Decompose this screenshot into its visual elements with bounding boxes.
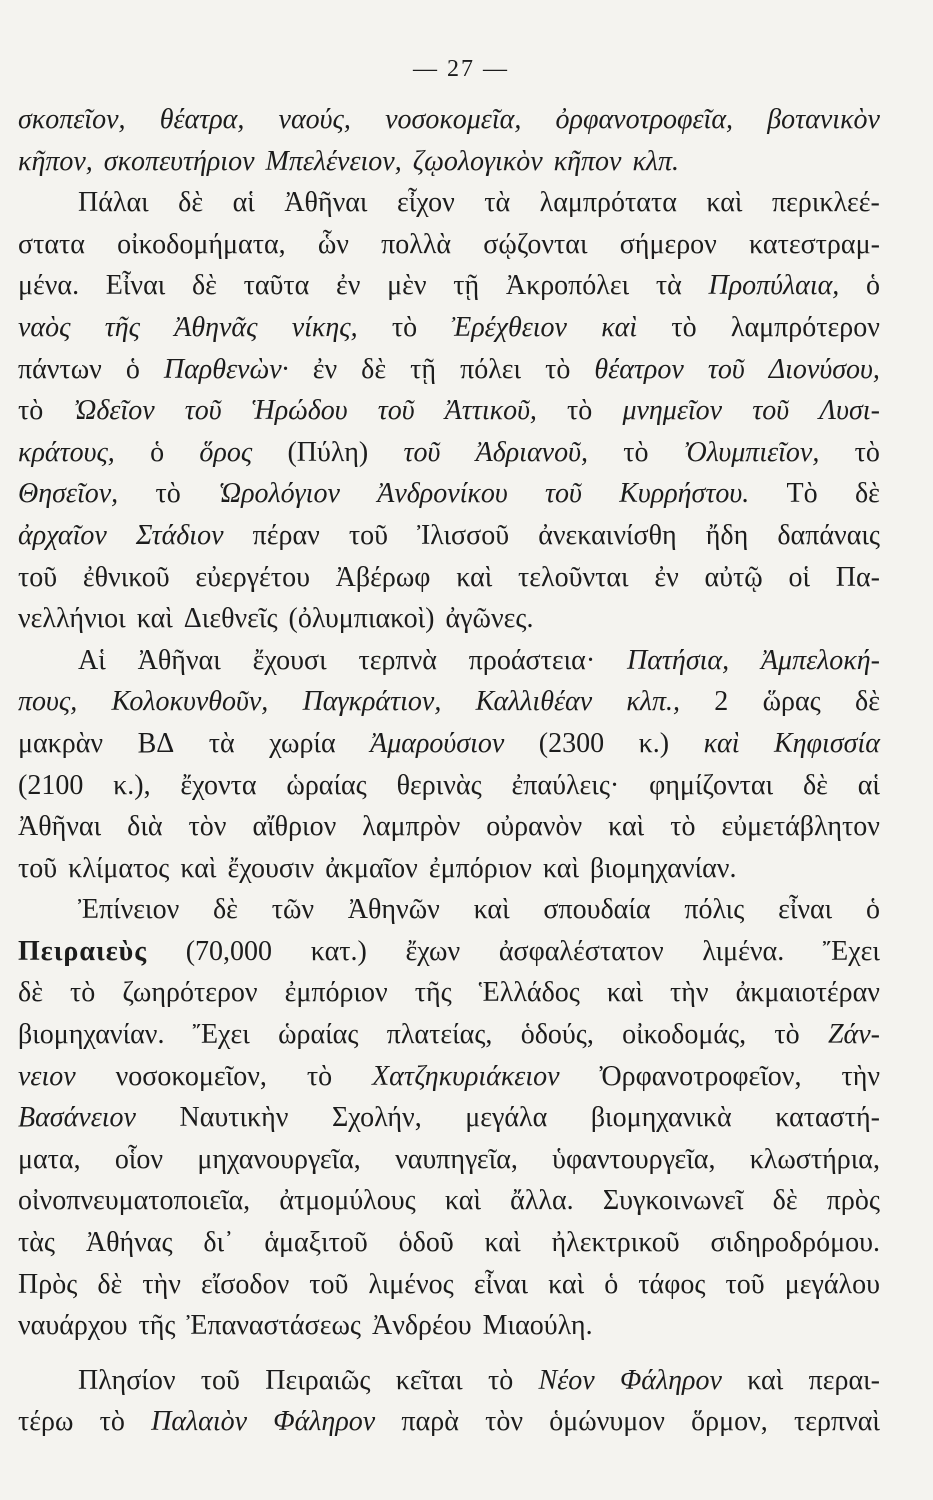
word: μακρὰν	[18, 727, 104, 759]
word: Πα-	[835, 561, 880, 593]
word: τὸν	[188, 811, 227, 843]
word: τὸ	[567, 395, 593, 427]
word: δὲ	[854, 478, 880, 510]
word: ὁ	[125, 353, 140, 385]
word: νίκης,	[291, 311, 358, 343]
word: ζῳολογικὸν	[412, 145, 543, 177]
word: σκοπεῖον,	[18, 104, 126, 135]
text-line	[18, 1360, 880, 1402]
word: τὴν	[670, 977, 709, 1009]
word: Ἡρώδου	[251, 395, 348, 427]
text-line	[18, 598, 880, 640]
word: πους,	[18, 686, 78, 718]
word: ὀρφανοτροφεῖα,	[555, 104, 734, 135]
word: τὰς	[18, 1227, 56, 1259]
word: Ναυτικὴν	[179, 1102, 289, 1134]
text-line	[18, 473, 880, 515]
word: λιμένα.	[702, 935, 785, 967]
text-line	[18, 972, 880, 1014]
word: κλωστήρια,	[749, 1143, 880, 1175]
word: διὰ	[127, 811, 163, 843]
word: Θησεῖον,	[18, 478, 119, 510]
word: πόλει	[460, 353, 522, 385]
word: παρὰ	[401, 1406, 459, 1438]
word: δὲ	[191, 270, 217, 302]
word: καὶ	[542, 852, 579, 884]
word: θερινὰς	[396, 769, 482, 801]
word: τὸ	[155, 478, 181, 510]
word: λαμπρότατα	[539, 187, 677, 219]
word: καὶ	[473, 894, 510, 926]
word: ἀκμαῖον	[325, 852, 418, 884]
word: ὁμώνυμον	[549, 1406, 665, 1438]
word: ἐμπόριον	[284, 977, 388, 1009]
word: Σχολήν,	[331, 1102, 422, 1134]
word: δὲ	[855, 686, 880, 718]
word: 2	[714, 686, 729, 718]
word: ἐν	[336, 270, 361, 302]
word: σιδηροδρόμου.	[710, 1227, 880, 1259]
word: κ.)	[638, 727, 670, 759]
word: τοῦ	[309, 1268, 349, 1300]
word: λαμπρὸν	[362, 811, 461, 843]
word: Ὡρολόγιον	[218, 478, 340, 510]
word: ἀτμομύλους	[279, 1185, 416, 1217]
word: ἄλλα.	[510, 1185, 574, 1217]
word: τὸ	[545, 353, 571, 385]
word: λαμπρότερον	[730, 311, 880, 343]
word: μένα.	[18, 270, 80, 302]
word: καὶ	[548, 1268, 585, 1300]
word: καὶ	[608, 811, 645, 843]
word: ὡραίας	[278, 1019, 359, 1051]
word: τῶν	[271, 894, 315, 926]
word: αἱ	[232, 187, 255, 219]
text-line	[18, 390, 880, 432]
word: ὁδοῦ	[398, 1227, 454, 1259]
text-line	[18, 1180, 880, 1222]
word: Ἀδριανοῦ,	[475, 436, 588, 468]
word: Ὀλυμπιεῖον,	[683, 436, 820, 468]
word: μνημεῖον	[622, 395, 723, 427]
word: Ἀττικοῦ,	[444, 395, 537, 427]
word: ἔχουσι	[252, 644, 327, 676]
word: Ἀνδρέου	[371, 1310, 472, 1342]
word: ναούς,	[278, 104, 351, 135]
word: τοῦ	[348, 519, 389, 551]
text-line	[18, 848, 880, 890]
word: Ἐπίνειον	[78, 894, 180, 926]
word: τὰ	[208, 727, 235, 759]
word: τοῦ	[18, 561, 58, 593]
text-line	[18, 141, 880, 183]
word: πόλις	[684, 894, 745, 926]
word: Συγκοινωνεῖ	[602, 1185, 744, 1217]
word: ὁ	[604, 1268, 619, 1300]
text-body	[18, 99, 880, 1443]
word: ἐθνικοῦ	[82, 561, 170, 593]
word: δὲ	[772, 1185, 798, 1217]
word: Στάδιον	[135, 519, 224, 551]
word: πολλὰ	[381, 228, 452, 260]
word: (70,000	[185, 935, 273, 967]
word: εἶναι	[778, 894, 833, 926]
word: καὶ	[703, 727, 740, 759]
word: κράτους,	[18, 436, 115, 468]
word: μηχανουργεῖα,	[197, 1143, 361, 1175]
word: τὸ	[306, 1060, 333, 1092]
word: τοῦ	[403, 436, 441, 468]
word: μὲν	[387, 270, 427, 302]
word: Διεθνεῖς	[183, 603, 278, 635]
word: ἠλεκτρικοῦ	[551, 1227, 680, 1259]
word: δὲ	[97, 1268, 123, 1300]
word: κλπ.	[632, 145, 680, 177]
word: καὶ	[747, 1364, 784, 1396]
word: οἷον	[114, 1143, 164, 1175]
word: Εἶναι	[105, 270, 166, 302]
word: θέατρον	[594, 353, 684, 385]
word: Πρὸς	[18, 1268, 78, 1300]
word: βιομηχανίαν.	[18, 1019, 165, 1051]
word: ἐμπόριον	[428, 852, 532, 884]
word: ζωηρότερον	[122, 977, 258, 1009]
word: δαπάναις	[777, 519, 880, 551]
word: τὴν	[841, 1060, 880, 1092]
word: Ἔχει	[822, 935, 880, 967]
word: σῴζονται	[483, 228, 588, 260]
word: δι᾽	[203, 1227, 234, 1259]
word: ταῦτα	[243, 270, 310, 302]
word: ὁδούς,	[520, 1019, 594, 1051]
word: Φάληρον	[619, 1364, 722, 1396]
text-line	[18, 1014, 880, 1056]
word: Παρθενὼν·	[163, 353, 289, 385]
word: θέατρα,	[159, 104, 245, 135]
word: ἀγῶνες.	[445, 603, 534, 635]
word: τελοῦνται	[518, 561, 629, 593]
word: δὲ	[802, 769, 828, 801]
text-line	[18, 99, 880, 141]
word: λιμένος	[368, 1268, 454, 1300]
text-line	[18, 723, 880, 765]
text-line	[18, 1264, 880, 1306]
text-line	[18, 1401, 880, 1443]
document-page	[18, 56, 880, 1443]
word: αὐτῷ	[704, 561, 763, 593]
text-line	[18, 806, 880, 848]
text-line	[18, 307, 880, 349]
word: τὸ	[623, 436, 649, 468]
word: τῇ	[453, 270, 480, 302]
word: Λυσι-	[819, 395, 880, 427]
word: Κηφισσία	[773, 727, 880, 759]
word: οἰκοδομάς,	[622, 1019, 747, 1051]
word: τῆς	[138, 1310, 176, 1342]
word: Ἀθῆναι	[18, 811, 102, 843]
word: αἴθριον	[252, 811, 337, 843]
word: τὸ	[391, 311, 418, 343]
word: ναυάρχου	[18, 1310, 128, 1342]
word: τὰ	[484, 187, 511, 219]
word: Καλλιθέαν	[475, 686, 593, 718]
word: Κολοκυνθοῦν,	[111, 686, 269, 718]
text-line	[18, 681, 880, 723]
word: ἔχουσιν	[227, 852, 315, 884]
word: (2300	[538, 727, 605, 759]
word: δὲ	[212, 894, 238, 926]
word: πέραν	[252, 519, 320, 551]
text-line	[18, 889, 880, 931]
text-line	[18, 765, 880, 807]
word: τὸ	[670, 811, 696, 843]
word: οἰκοδομήματα,	[117, 228, 286, 260]
word: δὲ	[178, 187, 204, 219]
word: Ἀμπελοκή-	[760, 644, 880, 676]
word: σήμερον	[619, 228, 717, 260]
word: τοῦ	[752, 395, 790, 427]
word: ναυπηγεῖα,	[395, 1143, 518, 1175]
word: ἔχων	[405, 935, 461, 967]
word: Ἀκροπόλει	[505, 270, 630, 302]
word: ὅρμον,	[691, 1406, 768, 1438]
word: Τὸ	[786, 478, 818, 510]
word: Ὀρφανοτροφεῖον,	[599, 1060, 802, 1092]
word: καὶ	[606, 977, 643, 1009]
word: Ἀθήνας	[85, 1227, 173, 1259]
word: Ἀθῆναι	[137, 644, 221, 676]
word: καὶ	[484, 1227, 521, 1259]
word: κῆπον,	[18, 145, 93, 177]
word: Πάλαι	[78, 187, 149, 219]
word: κλπ.,	[626, 686, 680, 718]
word: προάστεια·	[468, 644, 596, 676]
word: Πειραιῶς	[265, 1364, 371, 1396]
word: σπουδαία	[543, 894, 651, 926]
word: βιομηχανικὰ	[590, 1102, 732, 1134]
word: τοῦ	[18, 852, 58, 884]
word: τῇ	[410, 353, 437, 385]
text-line	[18, 265, 880, 307]
word: εὐμετάβλητον	[721, 811, 880, 843]
word: εἶναι	[473, 1268, 528, 1300]
text-line	[18, 349, 880, 391]
word: Ἀθῆναι	[284, 187, 368, 219]
word: ἀσφαλέστατον	[498, 935, 664, 967]
word: ἀκμαιοτέραν	[735, 977, 880, 1009]
text-line	[18, 432, 880, 474]
word: κατ.)	[310, 935, 367, 967]
word: περικλεέ-	[771, 187, 880, 219]
word: μεγάλα	[465, 1102, 548, 1134]
word: Παλαιὸν	[151, 1406, 248, 1438]
word: ματα,	[18, 1143, 81, 1175]
word: ἐν	[654, 561, 679, 593]
word: Ἔχει	[192, 1019, 250, 1051]
word: οὐρανὸν	[486, 811, 583, 843]
word: πρὸς	[826, 1185, 880, 1217]
word: Ζάν-	[827, 1019, 880, 1051]
word: ὧν	[317, 228, 349, 260]
word: ὥρας	[762, 686, 821, 718]
text-line	[18, 1222, 880, 1264]
word: Μιαούλη.	[482, 1310, 593, 1342]
text-line	[18, 515, 880, 557]
word: κ.),	[113, 769, 151, 801]
word: καταστή-	[775, 1102, 880, 1134]
word: ὅρος	[199, 436, 253, 468]
word: Μπελένειον,	[265, 145, 402, 177]
text-line	[18, 224, 880, 266]
word: πάντων	[18, 353, 102, 385]
word: χωρία	[269, 727, 336, 759]
word: κλίματος	[68, 852, 170, 884]
word: εἶχον	[396, 187, 455, 219]
word: Ἑλλάδος	[478, 977, 580, 1009]
word: οἰνοπνευματοποιεῖα,	[18, 1185, 251, 1217]
word: σκοπευτήριον	[103, 145, 255, 177]
word: τοῦ	[200, 1364, 240, 1396]
word: Φάληρον	[273, 1406, 376, 1438]
word: τὸ	[671, 311, 697, 343]
word: τοῦ	[725, 1268, 765, 1300]
word: Ἀθηνᾶς	[174, 311, 258, 343]
word: νοσοκομεῖα,	[385, 104, 522, 135]
word: τοῦ	[184, 395, 222, 427]
word: εὐεργέτου	[195, 561, 310, 593]
word: τοῦ	[707, 353, 745, 385]
word: τοῦ	[545, 478, 582, 510]
word: Αἱ	[78, 644, 106, 676]
word: μεγάλου	[784, 1268, 880, 1300]
word: Πλησίον	[78, 1364, 176, 1396]
word: τὸ	[99, 1406, 125, 1438]
word: ἁμαξιτοῦ	[264, 1227, 368, 1259]
word: ὁ	[865, 894, 880, 926]
word: νελλήνιοι	[18, 603, 126, 635]
word: ἤδη	[705, 519, 749, 551]
word: τῆς	[414, 977, 452, 1009]
word: στατα	[18, 228, 85, 260]
word: Ἐπαναστάσεως	[186, 1310, 361, 1342]
word: κατεστραμ-	[749, 228, 880, 260]
word: Βασάνειον	[18, 1102, 136, 1134]
word: καὶ	[180, 852, 217, 884]
text-line	[18, 640, 880, 682]
word: τέρω	[18, 1406, 74, 1438]
word: ΒΔ	[137, 727, 175, 759]
word: τὸν	[485, 1406, 524, 1438]
word: ἀνεκαινίσθη	[538, 519, 677, 551]
word: Ἀβέρωφ	[335, 561, 431, 593]
word: κεῖται	[395, 1364, 463, 1396]
word: (ὀλυμπιακοὶ)	[288, 603, 435, 635]
word: ναὸς	[18, 311, 71, 343]
word: Πειραιεὺς	[18, 935, 148, 967]
word: ὑφαντουργεῖα,	[552, 1143, 716, 1175]
word: Ἰλισσοῦ	[417, 519, 510, 551]
word: βοτανικὸν	[767, 104, 880, 135]
word: τὸ	[774, 1019, 800, 1051]
word: νοσοκομεῖον,	[115, 1060, 267, 1092]
text-line	[18, 182, 880, 224]
word: Προπύλαια,	[708, 270, 840, 302]
word: Διονύσου,	[768, 353, 880, 385]
word: νειον	[18, 1060, 76, 1092]
word: Κυρρήστου.	[619, 478, 750, 510]
word: δὲ	[18, 977, 43, 1009]
word: τὸ	[70, 977, 96, 1009]
page-number: — 27 —	[413, 56, 509, 82]
word: τὸ	[18, 395, 44, 427]
word: τῆς	[104, 311, 141, 343]
word: Ἀμαρούσιον	[370, 727, 505, 759]
text-line	[18, 1305, 880, 1347]
word: Ἀθηνῶν	[347, 894, 440, 926]
word: δὲ	[361, 353, 387, 385]
word: βιομηχανίαν.	[590, 852, 737, 884]
word: τὴν	[142, 1268, 181, 1300]
word: καὶ	[706, 187, 743, 219]
word: τὰ	[655, 270, 682, 302]
word: Πατήσια,	[626, 644, 730, 676]
word: φημίζονται	[649, 769, 774, 801]
word: κῆπον	[553, 145, 622, 177]
word: Ὠδεῖον	[73, 395, 155, 427]
word: καὶ	[456, 561, 493, 593]
text-line	[18, 1139, 880, 1181]
word: Ἐρέχθειον	[451, 311, 567, 343]
word: ὡραίας	[286, 769, 367, 801]
word: τοῦ	[377, 395, 415, 427]
word: τερπνὰ	[358, 644, 437, 676]
word: πλατείας,	[386, 1019, 493, 1051]
word: καὶ	[444, 1185, 481, 1217]
text-line	[18, 931, 880, 973]
word: (Πύλη)	[287, 436, 369, 468]
word: Παγκράτιον,	[302, 686, 442, 718]
word: Ἀνδρονίκου	[377, 478, 508, 510]
paragraph-gap	[18, 1347, 880, 1360]
word: (2100	[18, 769, 84, 801]
word: ὁ	[866, 270, 880, 302]
word: ὁ	[150, 436, 165, 468]
word: τερπναὶ	[793, 1406, 880, 1438]
word: Χατζηκυριάκειον	[372, 1060, 560, 1092]
word: τὸ	[487, 1364, 514, 1396]
text-line	[18, 1056, 880, 1098]
text-line	[18, 1097, 880, 1139]
word: Νέον	[538, 1364, 595, 1396]
word: καὶ	[136, 603, 173, 635]
word: τάφος	[638, 1268, 706, 1300]
word: περαι-	[808, 1364, 880, 1396]
word: ἐν	[312, 353, 338, 385]
word: καὶ	[601, 311, 638, 343]
word: ἔχοντα	[180, 769, 257, 801]
word: ἀρχαῖον	[18, 519, 107, 551]
word: εἴσοδον	[200, 1268, 290, 1300]
word: οἱ	[788, 561, 810, 593]
word: ἐπαύλεις·	[511, 769, 620, 801]
word: αἱ	[857, 769, 880, 801]
text-line	[18, 557, 880, 599]
word: τὸ	[854, 436, 880, 468]
